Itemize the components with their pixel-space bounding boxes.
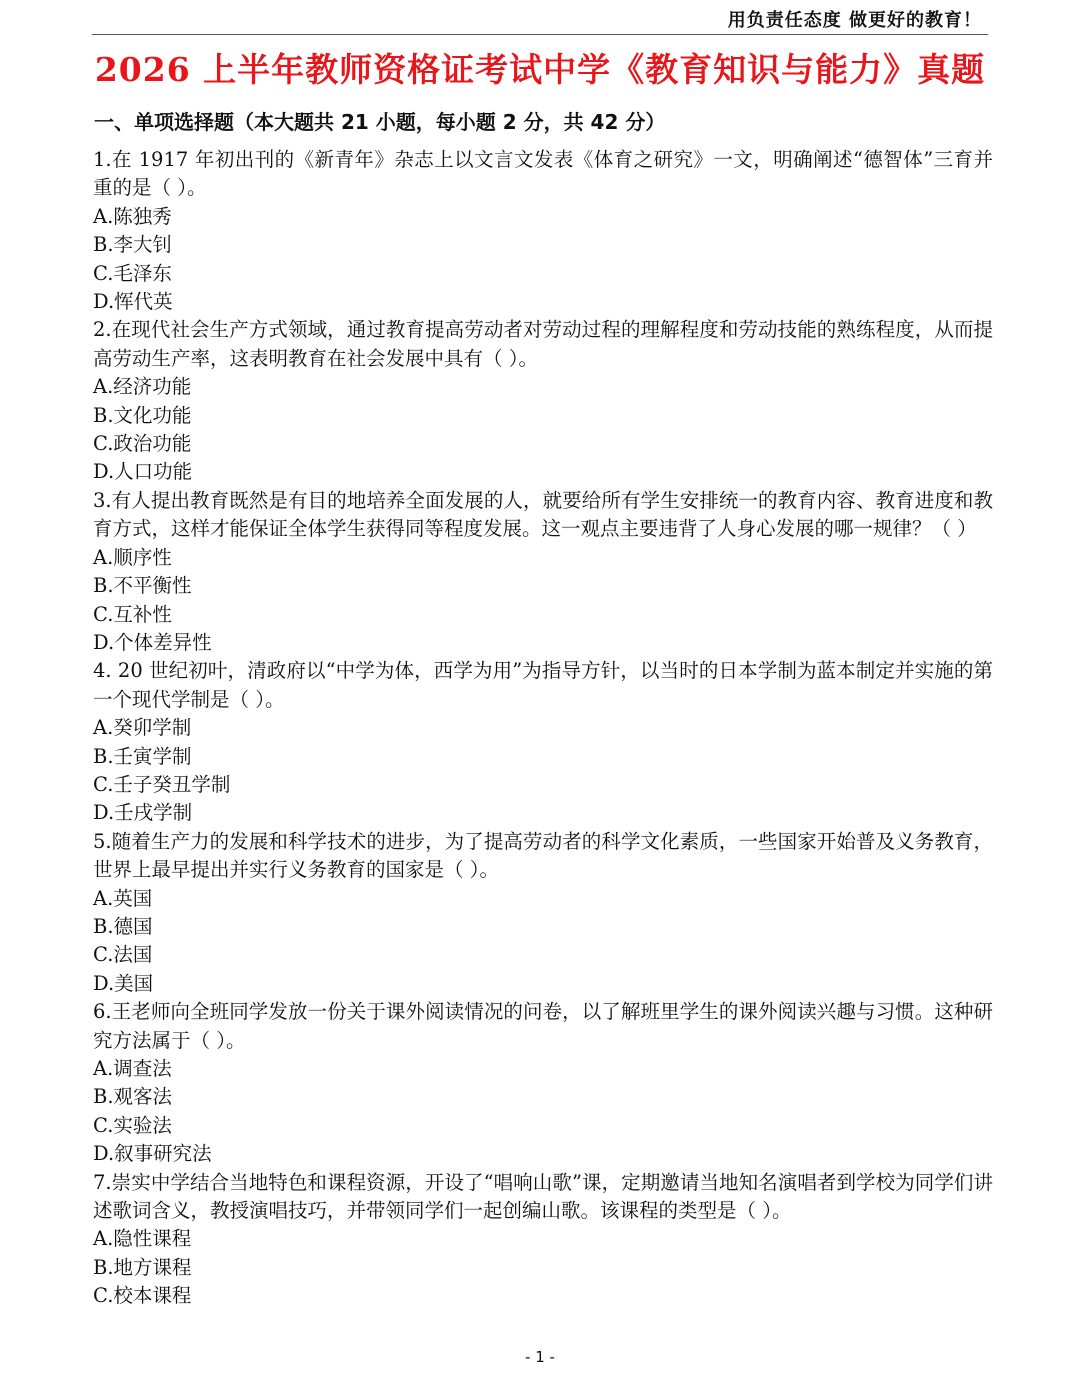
- question-option: A.经济功能: [93, 375, 192, 399]
- question-option: A.隐性课程: [93, 1227, 192, 1251]
- question-stem: 7.崇实中学结合当地特色和课程资源，开设了“唱响山歌”课，定期邀请当地知名演唱者到学校为同学们讲述歌词含义，教授演唱技巧，并带领同学们一起创编山歌。该课程的类型是（ ）。: [93, 1170, 993, 1223]
- question-option: D.人口功能: [93, 460, 193, 484]
- question-option: A.英国: [93, 886, 153, 910]
- question-option: D.个体差异性: [93, 630, 212, 654]
- header-slogan: 用负责任态度 做更好的教育！: [727, 10, 982, 31]
- question-option: B.观客法: [93, 1085, 173, 1109]
- question-option: B.李大钊: [93, 233, 173, 257]
- question-option: D.壬戌学制: [93, 801, 193, 825]
- question-stem: 1.在 1917 年初出刊的《新青年》杂志上以文言文发表《体育之研究》一文，明确阐述“德智体”三育并重的是（ ）。: [93, 148, 993, 200]
- question-item: [93, 487, 993, 657]
- question-option: A.顺序性: [93, 545, 172, 569]
- question-stem: 6.王老师向全班同学发放一份关于课外阅读情况的问卷，以了解班里学生的课外阅读兴趣与习惯。这种研究方法属于（ ）。: [93, 1000, 993, 1052]
- question-option: B.不平衡性: [93, 574, 192, 598]
- question-item: [93, 998, 993, 1168]
- question-stem: 3.有人提出教育既然是有目的地培养全面发展的人，就要给所有学生安排统一的教育内容、教育进度和教育方式，这样才能保证全体学生获得同等程度发展。这一观点主要违背了人身心发展的哪一规律？（ ）: [93, 488, 993, 541]
- question-stem: 4. 20 世纪初叶，清政府以“中学为体，西学为用”为指导方针，以当时的日本学制为蓝本制定并实施的第一个现代学制是（ ）。: [93, 659, 993, 711]
- question-stem: 2.在现代社会生产方式领域，通过教育提高劳动者对劳动过程的理解程度和劳动技能的熟练程度，从而提高劳动生产率，这表明教育在社会发展中具有（ ）。: [93, 318, 993, 370]
- question-option: B.壬寅学制: [93, 744, 192, 768]
- question-option: C.毛泽东: [93, 261, 172, 285]
- question-item: [93, 828, 993, 998]
- question-item: [93, 1169, 993, 1311]
- question-option: C.壬子癸丑学制: [93, 772, 231, 796]
- question-item: [93, 146, 993, 316]
- question-option: A.调查法: [93, 1057, 172, 1080]
- question-stem: 5.随着生产力的发展和科学技术的进步，为了提高劳动者的科学文化素质，一些国家开始普及义务教育，世界上最早提出并实行义务教育的国家是（ ）。: [93, 829, 993, 882]
- question-option: B.德国: [93, 914, 153, 938]
- question-option: D.恽代英: [93, 290, 173, 314]
- section-heading: 一、单项选择题（本大题共 21 小题，每小题 2 分，共 42 分）: [94, 110, 666, 134]
- page-number: - 1 -: [525, 1348, 555, 1366]
- question-option: C.法国: [93, 943, 153, 967]
- question-option: C.互补性: [93, 602, 172, 626]
- question-option: C.实验法: [93, 1113, 172, 1137]
- question-item: [93, 657, 993, 827]
- question-option: C.政治功能: [93, 432, 192, 456]
- question-option: D.叙事研究法: [93, 1142, 212, 1166]
- question-list: [93, 146, 993, 1311]
- question-option: A.癸卯学制: [93, 716, 192, 740]
- question-option: D.美国: [93, 971, 154, 995]
- header-divider: [92, 34, 988, 35]
- question-option: A.陈独秀: [93, 204, 172, 228]
- question-item: [93, 316, 993, 486]
- question-option: B.文化功能: [93, 403, 192, 427]
- question-option: B.地方课程: [93, 1255, 192, 1279]
- question-option: C.校本课程: [93, 1284, 192, 1308]
- page-title: 2026 上半年教师资格证考试中学《教育知识与能力》真题: [94, 50, 986, 89]
